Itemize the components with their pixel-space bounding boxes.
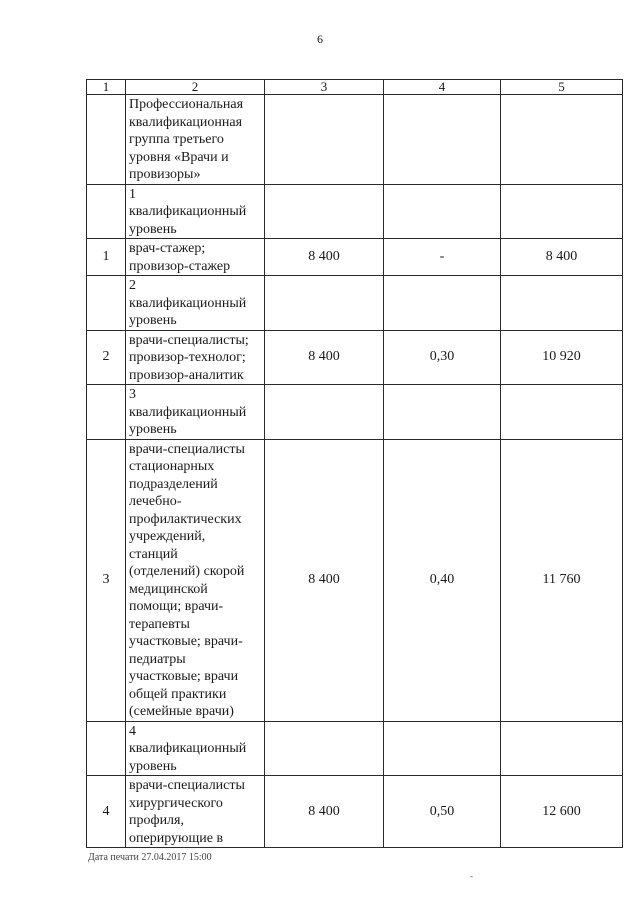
- header-cell: 3: [265, 80, 384, 95]
- table-row: [87, 776, 623, 848]
- base-salary: [265, 721, 384, 776]
- header-cell: 5: [501, 80, 623, 95]
- coefficient: 0,30: [384, 330, 501, 385]
- table-row: [87, 330, 623, 385]
- row-number: 3: [87, 439, 126, 721]
- table-row: [87, 239, 623, 276]
- coefficient: 0,50: [384, 776, 501, 848]
- row-description: 2 квалификационный уровень: [126, 276, 265, 331]
- row-number: [87, 95, 126, 185]
- table-row: [87, 276, 623, 331]
- coefficient: [384, 385, 501, 440]
- header-cell: 1: [87, 80, 126, 95]
- base-salary: [265, 385, 384, 440]
- salary-total: [501, 385, 623, 440]
- row-description: врачи-специалисты; провизор-технолог; провизор-аналитик: [126, 330, 265, 385]
- base-salary: 8 400: [265, 776, 384, 848]
- table-row: [87, 95, 623, 185]
- salary-total: [501, 721, 623, 776]
- coefficient: 0,40: [384, 439, 501, 721]
- row-number: [87, 184, 126, 239]
- row-description: Профессиональная квалификационная группа третьего уровня «Врачи и провизоры»: [126, 95, 265, 185]
- base-salary: 8 400: [265, 239, 384, 276]
- coefficient: [384, 184, 501, 239]
- coefficient: [384, 95, 501, 185]
- row-description: 3 квалификационный уровень: [126, 385, 265, 440]
- row-number: 1: [87, 239, 126, 276]
- scan-mark: -: [470, 871, 473, 881]
- row-description: 4 квалификационный уровень: [126, 721, 265, 776]
- salary-total: 11 760: [501, 439, 623, 721]
- table-header-row: [87, 80, 623, 95]
- salary-table: [86, 79, 623, 848]
- salary-total: [501, 184, 623, 239]
- salary-total: 10 920: [501, 330, 623, 385]
- base-salary: [265, 95, 384, 185]
- salary-total: [501, 95, 623, 185]
- row-description: 1 квалификационный уровень: [126, 184, 265, 239]
- row-number: [87, 385, 126, 440]
- header-cell: 2: [126, 80, 265, 95]
- page-number: 6: [317, 32, 323, 46]
- salary-total: [501, 276, 623, 331]
- coefficient: [384, 721, 501, 776]
- row-number: [87, 721, 126, 776]
- salary-total: 8 400: [501, 239, 623, 276]
- coefficient: [384, 276, 501, 331]
- base-salary: 8 400: [265, 439, 384, 721]
- table-row: [87, 184, 623, 239]
- table-row: [87, 721, 623, 776]
- table-row: [87, 439, 623, 721]
- salary-total: 12 600: [501, 776, 623, 848]
- row-number: 4: [87, 776, 126, 848]
- header-cell: 4: [384, 80, 501, 95]
- row-description: врач-стажер; провизор-стажер: [126, 239, 265, 276]
- coefficient: -: [384, 239, 501, 276]
- print-date-footer: Дата печати 27.04.2017 15:00: [88, 852, 212, 863]
- base-salary: 8 400: [265, 330, 384, 385]
- base-salary: [265, 276, 384, 331]
- table-row: [87, 385, 623, 440]
- row-description: врачи-специалисты хирургического профиля, оперирующие в: [126, 776, 265, 848]
- row-number: [87, 276, 126, 331]
- row-number: 2: [87, 330, 126, 385]
- row-description: врачи-специалисты стационарных подразделений лечебно- профилактических учреждений, станций (отделений) скорой медицинской помощи; врачи- терапевты участковые; врачи- педиатры участковые; врачи общей практики (семейные врачи): [126, 439, 265, 721]
- base-salary: [265, 184, 384, 239]
